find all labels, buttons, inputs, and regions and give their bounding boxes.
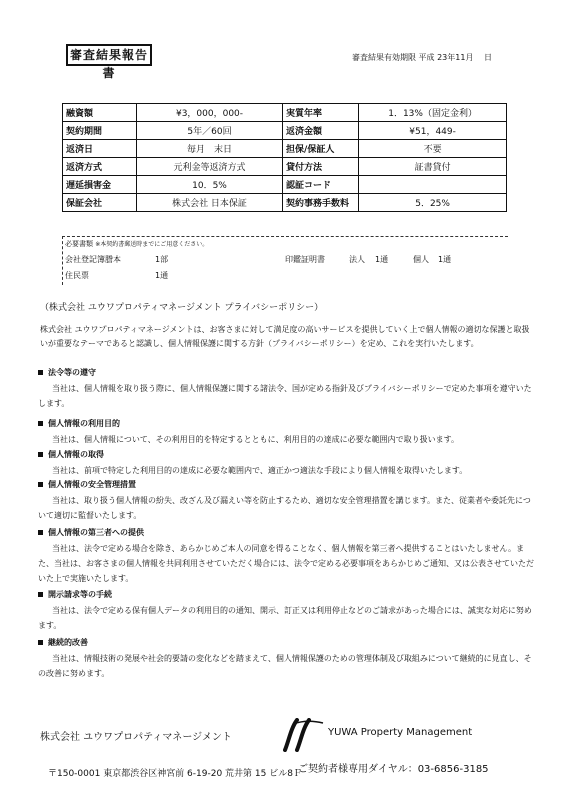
footer-address: 〒150-0001 東京都渋谷区神宮前 6-19-20 荒井第 15 ビル8Ｆ	[48, 769, 302, 779]
required-documents-label: 必要書類	[65, 240, 93, 248]
policy-section-heading	[38, 479, 136, 490]
policy-section-heading	[38, 367, 96, 378]
term-value: ¥51，449-	[359, 122, 507, 140]
term-value: 10．5%	[136, 176, 282, 194]
seal-corp-count: 1通	[375, 255, 389, 264]
term-value: 1．13%（固定金利）	[359, 104, 507, 122]
footer-company-name: 株式会社 ユウワプロパティマネージメント	[40, 732, 232, 743]
term-value: 元利金等返済方式	[136, 158, 282, 176]
footer-phone: ご契約者様専用ダイヤル：03-6856-3185	[298, 764, 489, 775]
terms-row	[63, 122, 507, 140]
bullet-square-icon	[38, 592, 43, 597]
policy-section-title: 個人情報の取得	[48, 450, 104, 459]
privacy-policy-title: （株式会社 ユウワプロパティマネージメント プライバシーポリシー）	[40, 303, 324, 313]
registry-label: 会社登記簿謄本	[65, 255, 121, 264]
footer-brand-name: YUWA Property Management	[328, 727, 473, 738]
term-value	[359, 176, 507, 194]
terms-row	[63, 158, 507, 176]
required-documents-note: ※本契約書郵送時までにご用意ください。	[95, 241, 209, 248]
policy-section-body: 当社は、情報技術の発展や社会的要請の変化などを踏まえて、個人情報保護のための管理体制及び取組みについて継続的に見直し、その改善に努めます。	[38, 654, 532, 678]
policy-section-heading	[38, 418, 120, 429]
term-value: 不要	[359, 140, 507, 158]
report-title: 審査結果報告書	[66, 44, 152, 66]
policy-section-body: 当社は、個人情報について、その利用目的を特定するとともに、利用目的の達成に必要な範囲内で取り扱います。	[52, 435, 460, 444]
terms-row	[63, 194, 507, 212]
required-documents-heading	[65, 239, 208, 249]
policy-section-body: 当社は、法令で定める保有個人データの利用目的の通知、開示、訂正又は利用停止などのご請求があった場合には、誠実な対応に努めます。	[38, 606, 532, 630]
seal-individual-label: 個人	[413, 255, 429, 264]
terms-row	[63, 176, 507, 194]
term-label: 融資額	[63, 104, 137, 122]
bullet-square-icon	[38, 640, 43, 645]
policy-section-title: 法令等の遵守	[48, 368, 96, 377]
term-label: 保証会社	[63, 194, 137, 212]
resident-card-count: 1通	[155, 271, 169, 280]
term-label: 契約事務手数料	[283, 194, 359, 212]
policy-section-heading	[38, 637, 88, 648]
term-label: 認証コード	[283, 176, 359, 194]
bullet-square-icon	[38, 530, 43, 535]
privacy-policy-intro: 株式会社 ユウワプロパティマネージメントは、お客さまに対して満足度の高いサービスを提供していく上で個人情報の適切な保護と取扱いが重要なテーマであると認識し、個人情報保護に関する方針（プライバシーポリシー）を定め、これを実行いたします。	[40, 325, 530, 348]
registry-count: 1部	[155, 255, 169, 264]
policy-section-heading	[38, 589, 112, 600]
resident-card-label: 住民票	[65, 271, 89, 280]
term-label: 返済方式	[63, 158, 137, 176]
bullet-square-icon	[38, 482, 43, 487]
policy-section-title: 継続的改善	[48, 638, 88, 647]
policy-section-body: 当社は、前項で特定した利用目的の達成に必要な範囲内で、適正かつ適法な手段により個人情報を取得いたします。	[52, 466, 468, 475]
bullet-square-icon	[38, 452, 43, 457]
terms-row	[63, 140, 507, 158]
policy-section-title: 開示請求等の手続	[48, 590, 112, 599]
bullet-square-icon	[38, 370, 43, 375]
term-label: 契約期間	[63, 122, 137, 140]
policy-section-heading	[38, 449, 104, 460]
term-label: 返済日	[63, 140, 137, 158]
term-value: 証書貸付	[359, 158, 507, 176]
term-label: 返済金額	[283, 122, 359, 140]
term-value: 5年／60回	[136, 122, 282, 140]
policy-section-body: 当社は、取り扱う個人情報の紛失、改ざん及び漏えい等を防止するため、適切な安全管理措置を講じます。また、従業者や委託先について適切に監督いたします。	[38, 496, 531, 520]
term-label: 担保/保証人	[283, 140, 359, 158]
term-value: 毎月 末日	[136, 140, 282, 158]
term-label: 実質年率	[283, 104, 359, 122]
loan-terms-table	[62, 103, 507, 212]
required-documents-box	[62, 236, 508, 285]
policy-section-body: 当社は、法令で定める場合を除き、あらかじめご本人の同意を得ることなく、個人情報を第三者へ提供することはいたしません。また、当社は、お客さまの個人情報を共同利用させていただく場合には、法令で定める必要事項をあらかじめご通知、又は公表させていただいた上で実施いたします。	[38, 544, 534, 583]
policy-section-title: 個人情報の利用目的	[48, 419, 120, 428]
policy-section-title: 個人情報の安全管理措置	[48, 480, 136, 489]
company-logo-icon	[283, 718, 325, 756]
validity-date: 審査結果有効期限 平成 23年11月 日	[352, 53, 492, 62]
policy-section-title: 個人情報の第三者への提供	[48, 528, 144, 537]
seal-individual-count: 1通	[438, 255, 452, 264]
term-label: 貸付方法	[283, 158, 359, 176]
term-label: 遅延損害金	[63, 176, 137, 194]
term-value: 5．25%	[359, 194, 507, 212]
term-value: 株式会社 日本保証	[136, 194, 282, 212]
policy-section-body: 当社は、個人情報を取り扱う際に、個人情報保護に関する諸法令、国が定める指針及びプライバシーポリシーで定めた事項を遵守いたします。	[38, 384, 532, 408]
seal-certificate-label: 印鑑証明書	[285, 255, 325, 264]
seal-corp-label: 法人	[349, 255, 365, 264]
bullet-square-icon	[38, 421, 43, 426]
policy-section-heading	[38, 527, 144, 538]
term-value: ¥3，000，000-	[136, 104, 282, 122]
terms-row	[63, 104, 507, 122]
